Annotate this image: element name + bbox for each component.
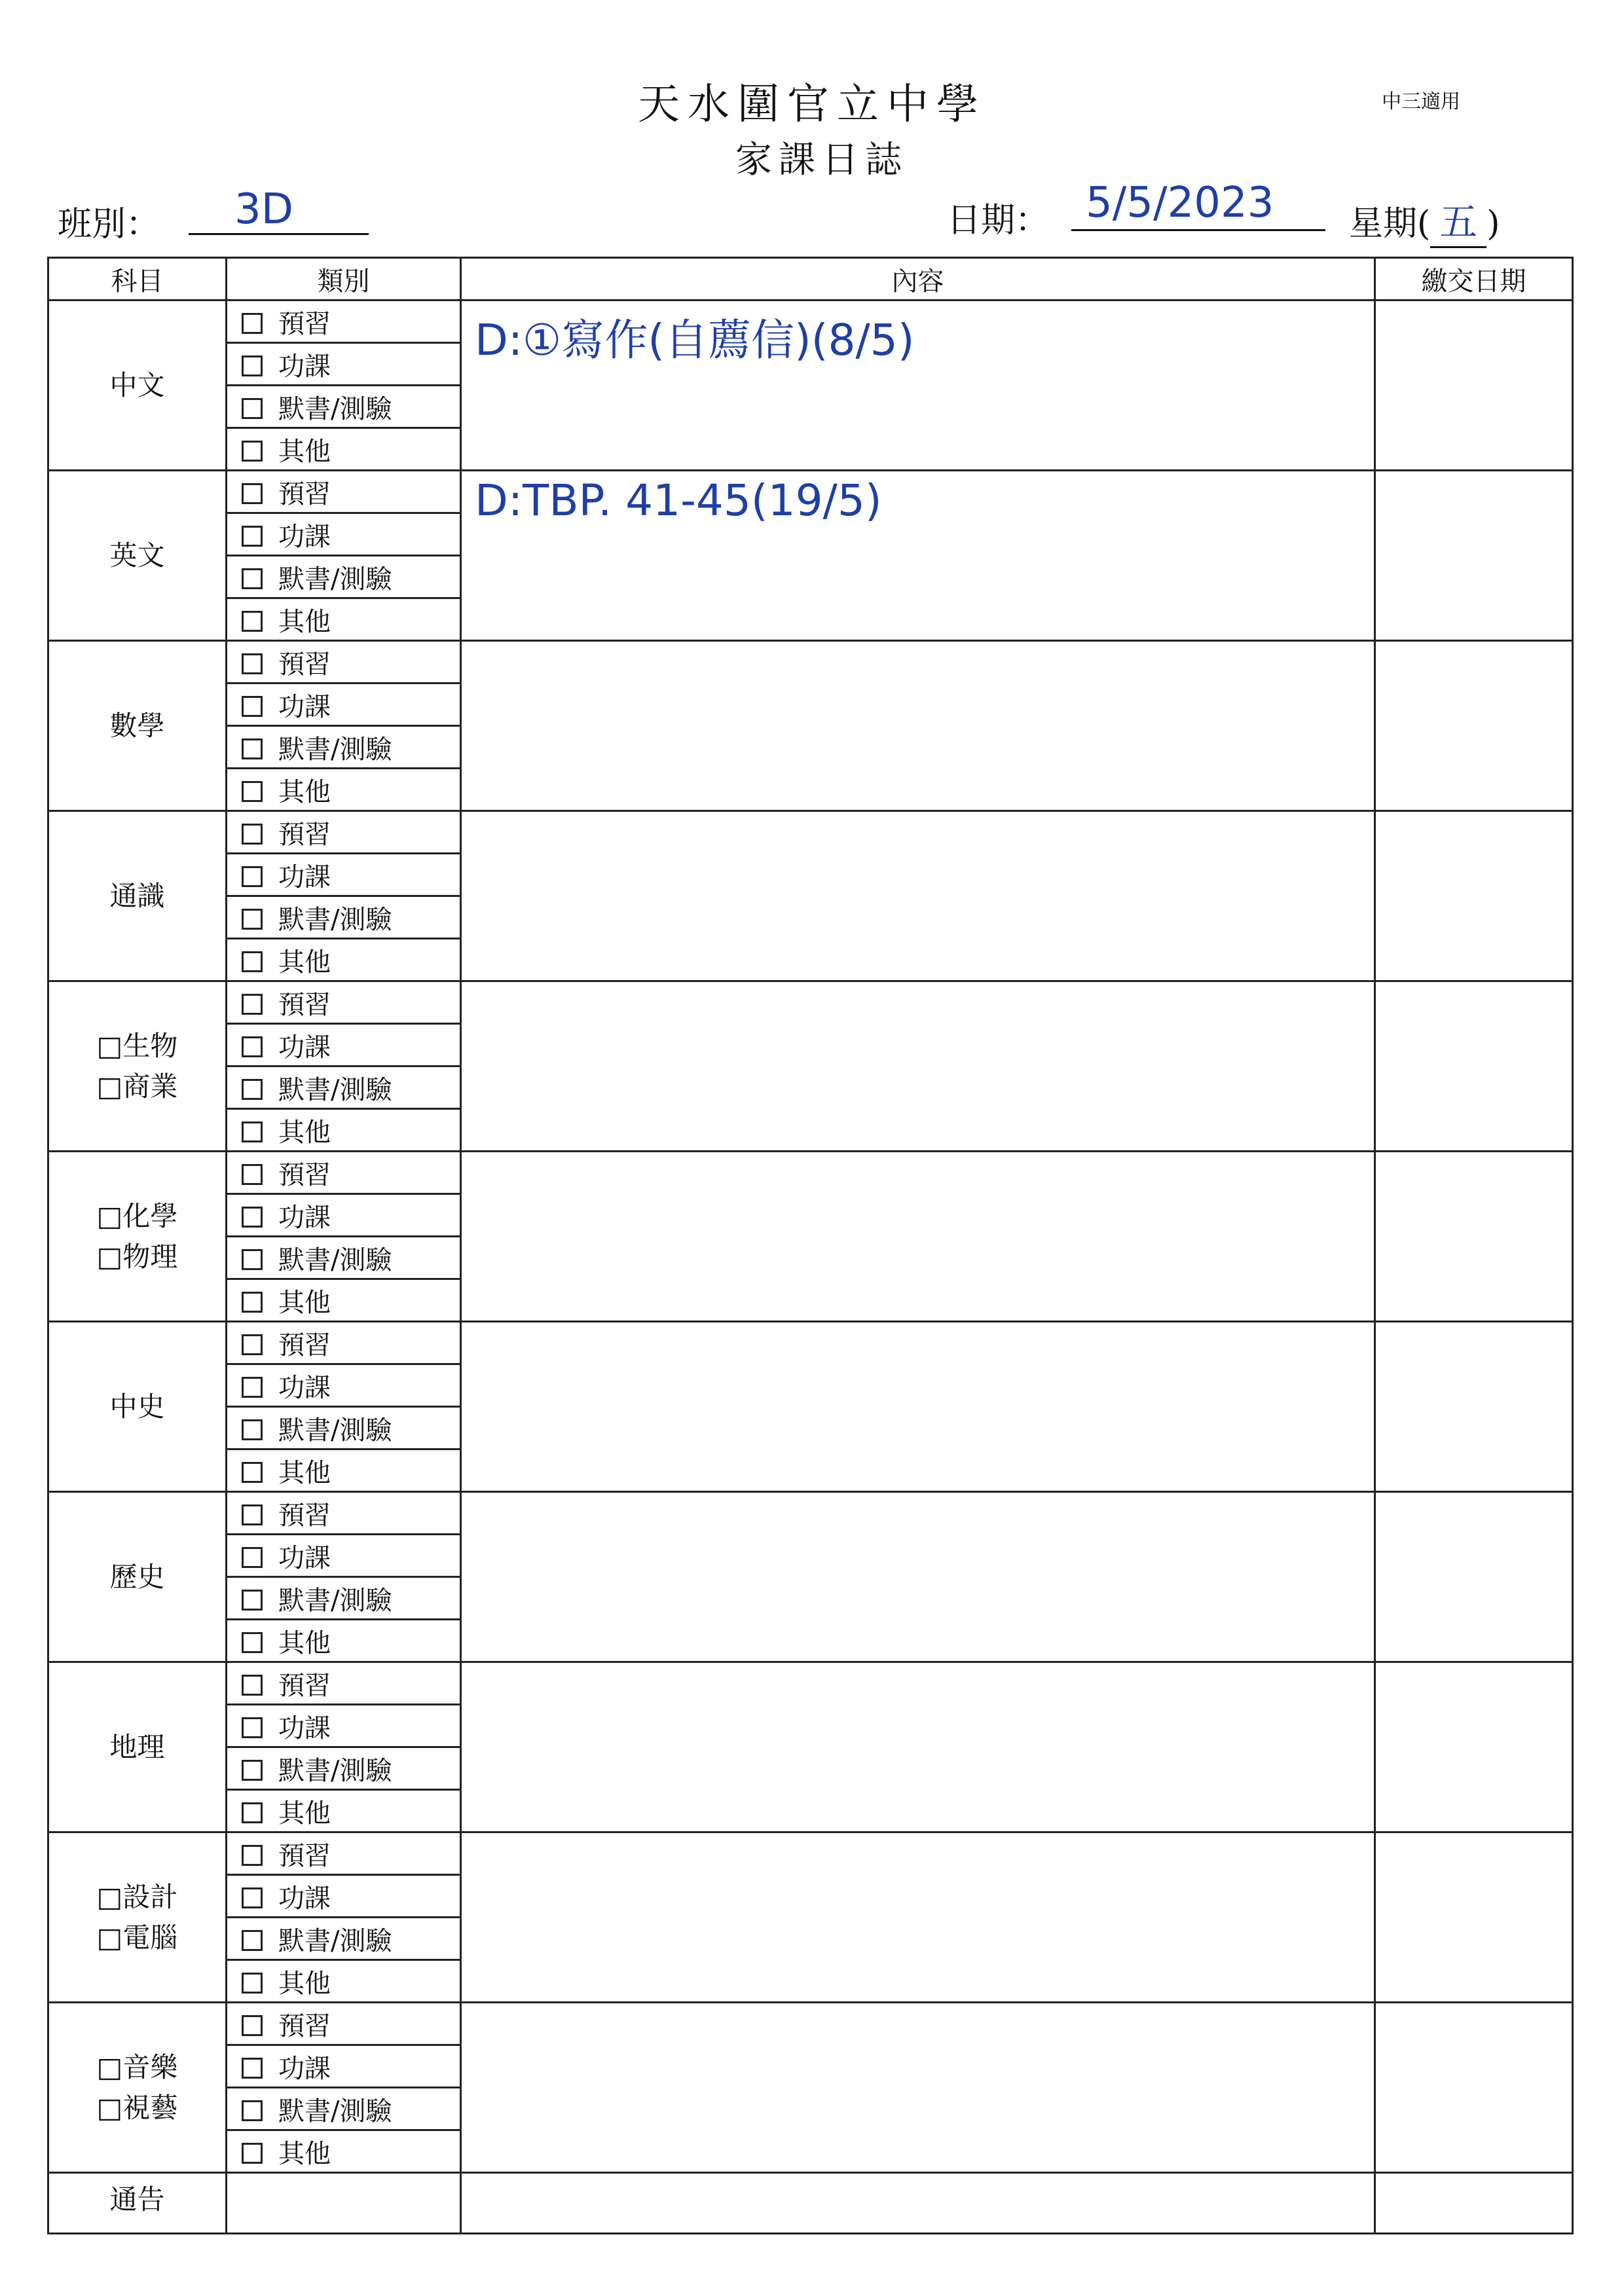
subject-name: □生物 bbox=[96, 1029, 178, 1062]
content-cell[interactable] bbox=[461, 2003, 1375, 2173]
homework-entry bbox=[462, 1493, 1374, 1497]
class-value: 3D bbox=[234, 185, 293, 234]
category-label: 其他 bbox=[278, 1798, 331, 1829]
category-checkbox[interactable] bbox=[242, 1504, 263, 1525]
date-field[interactable] bbox=[1071, 177, 1325, 231]
category-label: 預習 bbox=[278, 2011, 331, 2041]
weekday-value[interactable]: 五 bbox=[1430, 191, 1486, 248]
category-label: 預習 bbox=[278, 1840, 331, 1871]
category-label: 其他 bbox=[278, 606, 331, 637]
category-header: 類別 bbox=[227, 258, 461, 301]
content-cell[interactable] bbox=[461, 981, 1375, 1152]
subject-name: 中文 bbox=[109, 369, 165, 401]
category-cell bbox=[227, 683, 461, 726]
subject-cell bbox=[48, 981, 227, 1152]
category-label: 其他 bbox=[278, 1117, 331, 1148]
category-label: 功課 bbox=[278, 691, 331, 722]
table-row bbox=[48, 1662, 1573, 1705]
due-date-cell[interactable] bbox=[1375, 1152, 1573, 1322]
category-cell bbox=[227, 1535, 461, 1577]
category-checkbox[interactable] bbox=[242, 1079, 263, 1100]
notice-content-cell[interactable] bbox=[461, 2173, 1375, 2234]
content-cell[interactable] bbox=[461, 301, 1375, 471]
table-row bbox=[48, 981, 1573, 1024]
due-date-cell[interactable] bbox=[1375, 981, 1573, 1152]
homework-entry bbox=[462, 1152, 1374, 1156]
category-label: 預習 bbox=[278, 479, 331, 509]
subject-name: □商業 bbox=[96, 1070, 178, 1102]
category-label: 其他 bbox=[278, 2138, 331, 2169]
content-header: 內容 bbox=[461, 258, 1375, 301]
weekday-label-close: ) bbox=[1486, 204, 1500, 244]
category-checkbox[interactable] bbox=[242, 611, 263, 632]
category-label: 默書/測驗 bbox=[278, 393, 392, 424]
category-checkbox[interactable] bbox=[242, 1887, 263, 1908]
category-cell bbox=[227, 2130, 461, 2173]
category-label: 預習 bbox=[278, 1330, 331, 1360]
category-cell bbox=[227, 1747, 461, 1790]
category-checkbox[interactable] bbox=[242, 1334, 263, 1355]
category-cell bbox=[227, 1918, 461, 1960]
category-checkbox[interactable] bbox=[242, 1249, 263, 1270]
subject-cell bbox=[48, 1832, 227, 2003]
subject-cell bbox=[48, 2003, 227, 2173]
class-field[interactable] bbox=[189, 187, 369, 235]
category-checkbox[interactable] bbox=[242, 526, 263, 547]
category-checkbox[interactable] bbox=[242, 994, 263, 1015]
class-label: 班別： bbox=[58, 205, 160, 244]
homework-entry: D:TBP. 41-45(19/5) bbox=[475, 475, 882, 526]
table-row bbox=[48, 2003, 1573, 2045]
category-checkbox[interactable] bbox=[242, 653, 263, 674]
category-label: 默書/測驗 bbox=[278, 564, 392, 594]
homework-entry bbox=[462, 2003, 1374, 2007]
category-cell bbox=[227, 1364, 461, 1407]
category-checkbox[interactable] bbox=[242, 1930, 263, 1951]
subject-name: 歷史 bbox=[109, 1560, 165, 1593]
category-checkbox[interactable] bbox=[242, 1419, 263, 1440]
category-checkbox[interactable] bbox=[242, 1164, 263, 1185]
category-checkbox[interactable] bbox=[242, 1845, 263, 1866]
category-label: 其他 bbox=[278, 436, 331, 467]
category-label: 默書/測驗 bbox=[278, 1925, 392, 1956]
category-label: 預習 bbox=[278, 1159, 331, 1190]
due-date-cell[interactable] bbox=[1375, 1832, 1573, 2003]
category-checkbox[interactable] bbox=[242, 483, 263, 504]
content-cell[interactable] bbox=[461, 1832, 1375, 2003]
category-checkbox[interactable] bbox=[242, 355, 263, 376]
category-checkbox[interactable] bbox=[242, 313, 263, 334]
subject-cell bbox=[48, 1492, 227, 1662]
category-checkbox[interactable] bbox=[242, 1973, 263, 1994]
due-date-cell[interactable] bbox=[1375, 811, 1573, 981]
category-cell bbox=[227, 1577, 461, 1620]
category-cell bbox=[227, 1832, 461, 1875]
category-cell bbox=[227, 896, 461, 939]
category-label: 預習 bbox=[278, 649, 331, 680]
category-checkbox[interactable] bbox=[242, 1675, 263, 1696]
category-label: 功課 bbox=[278, 351, 331, 382]
category-checkbox[interactable] bbox=[242, 2143, 263, 2164]
due-date-cell[interactable] bbox=[1375, 641, 1573, 811]
subject-name: □物理 bbox=[96, 1240, 178, 1273]
category-cell bbox=[227, 598, 461, 641]
category-checkbox[interactable] bbox=[242, 2015, 263, 2036]
subject-name: □視藝 bbox=[96, 2091, 178, 2124]
date-value: 5/5/2023 bbox=[1086, 179, 1274, 227]
category-cell bbox=[227, 1449, 461, 1492]
category-label: 功課 bbox=[278, 1032, 331, 1063]
subject-name: 數學 bbox=[109, 709, 165, 742]
category-checkbox[interactable] bbox=[242, 1207, 263, 1228]
category-checkbox[interactable] bbox=[242, 951, 263, 972]
category-checkbox[interactable] bbox=[242, 824, 263, 845]
category-checkbox[interactable] bbox=[242, 2058, 263, 2079]
notice-label: 通告 bbox=[48, 2173, 227, 2234]
category-cell bbox=[227, 1790, 461, 1832]
category-cell bbox=[227, 769, 461, 811]
category-label: 默書/測驗 bbox=[278, 904, 392, 935]
subject-cell bbox=[48, 471, 227, 641]
applicable-level: 中三適用 bbox=[1382, 90, 1460, 113]
category-label: 默書/測驗 bbox=[278, 2096, 392, 2126]
category-checkbox[interactable] bbox=[242, 568, 263, 589]
category-cell bbox=[227, 1109, 461, 1152]
category-cell bbox=[227, 386, 461, 428]
category-cell bbox=[227, 2088, 461, 2130]
table-row bbox=[48, 301, 1573, 343]
homework-entry: D:①寫作(自薦信)(8/5) bbox=[475, 315, 915, 365]
subject-cell bbox=[48, 641, 227, 811]
category-label: 其他 bbox=[278, 1628, 331, 1658]
category-cell bbox=[227, 981, 461, 1024]
category-cell bbox=[227, 811, 461, 854]
category-label: 功課 bbox=[278, 2053, 331, 2084]
category-label: 默書/測驗 bbox=[278, 734, 392, 765]
table-row bbox=[48, 1492, 1573, 1535]
category-cell bbox=[227, 1066, 461, 1109]
category-cell bbox=[227, 1152, 461, 1194]
category-label: 預習 bbox=[278, 1500, 331, 1531]
category-checkbox[interactable] bbox=[242, 1292, 263, 1313]
category-cell bbox=[227, 1492, 461, 1535]
category-cell bbox=[227, 1279, 461, 1322]
category-cell bbox=[227, 2045, 461, 2088]
subject-name: □設計 bbox=[96, 1880, 178, 1913]
subject-name: □電腦 bbox=[96, 1921, 178, 1954]
category-checkbox[interactable] bbox=[242, 398, 263, 419]
subject-name: 中史 bbox=[109, 1390, 165, 1423]
category-checkbox[interactable] bbox=[242, 781, 263, 802]
category-cell bbox=[227, 1705, 461, 1747]
category-label: 功課 bbox=[278, 1542, 331, 1573]
weekday-label-open: 星期( bbox=[1349, 204, 1431, 244]
due-date-cell[interactable] bbox=[1375, 2003, 1573, 2173]
category-cell bbox=[227, 343, 461, 386]
homework-entry bbox=[462, 1322, 1374, 1326]
category-cell bbox=[227, 1662, 461, 1705]
category-checkbox[interactable] bbox=[242, 1377, 263, 1398]
category-label: 功課 bbox=[278, 1202, 331, 1233]
category-checkbox[interactable] bbox=[242, 1547, 263, 1568]
subject-cell bbox=[48, 301, 227, 471]
category-label: 功課 bbox=[278, 1372, 331, 1403]
category-cell bbox=[227, 1194, 461, 1237]
category-label: 功課 bbox=[278, 521, 331, 552]
category-label: 預習 bbox=[278, 819, 331, 850]
category-label: 功課 bbox=[278, 1713, 331, 1743]
notice-category-cell[interactable] bbox=[227, 2173, 461, 2234]
subject-name: 地理 bbox=[109, 1730, 165, 1763]
category-cell bbox=[227, 471, 461, 513]
category-checkbox[interactable] bbox=[242, 1802, 263, 1823]
table-row bbox=[48, 471, 1573, 513]
content-cell[interactable] bbox=[461, 471, 1375, 641]
homework-entry bbox=[462, 982, 1374, 986]
due-date-cell[interactable] bbox=[1375, 471, 1573, 641]
table-row bbox=[48, 1832, 1573, 1875]
homework-entry bbox=[462, 642, 1374, 646]
notice-due-cell[interactable] bbox=[1375, 2173, 1573, 2234]
table-row bbox=[48, 1152, 1573, 1194]
category-checkbox[interactable] bbox=[242, 1590, 263, 1611]
category-cell bbox=[227, 854, 461, 896]
subject-header: 科目 bbox=[48, 258, 227, 301]
content-cell[interactable] bbox=[461, 811, 1375, 981]
content-cell[interactable] bbox=[461, 1322, 1375, 1492]
due-date-cell[interactable] bbox=[1375, 1492, 1573, 1662]
subject-cell bbox=[48, 811, 227, 981]
category-cell bbox=[227, 1875, 461, 1918]
subject-name: 通識 bbox=[109, 879, 165, 912]
notice-row bbox=[48, 2173, 1573, 2234]
category-label: 預習 bbox=[278, 989, 331, 1020]
due-date-cell[interactable] bbox=[1375, 1322, 1573, 1492]
table-row bbox=[48, 641, 1573, 683]
category-checkbox[interactable] bbox=[242, 866, 263, 887]
category-label: 預習 bbox=[278, 1670, 331, 1701]
category-checkbox[interactable] bbox=[242, 2100, 263, 2121]
subject-cell bbox=[48, 1322, 227, 1492]
category-label: 其他 bbox=[278, 776, 331, 807]
category-cell bbox=[227, 726, 461, 769]
weekday-field bbox=[1349, 191, 1500, 248]
due-date-cell[interactable] bbox=[1375, 1662, 1573, 1832]
table-row bbox=[48, 811, 1573, 854]
document-title: 家課日誌 bbox=[735, 139, 908, 181]
category-cell bbox=[227, 556, 461, 598]
category-cell bbox=[227, 1960, 461, 2003]
homework-entry bbox=[462, 1663, 1374, 1667]
content-cell[interactable] bbox=[461, 1152, 1375, 1322]
category-cell bbox=[227, 428, 461, 471]
school-name: 天水圍官立中學 bbox=[638, 81, 986, 129]
category-checkbox[interactable] bbox=[242, 1760, 263, 1781]
category-cell bbox=[227, 939, 461, 981]
category-label: 功課 bbox=[278, 1883, 331, 1914]
content-cell[interactable] bbox=[461, 1662, 1375, 1832]
category-label: 默書/測驗 bbox=[278, 1755, 392, 1786]
category-checkbox[interactable] bbox=[242, 441, 263, 462]
category-cell bbox=[227, 1322, 461, 1364]
category-cell bbox=[227, 301, 461, 343]
homework-table bbox=[47, 257, 1574, 2234]
table-header-row bbox=[48, 258, 1573, 301]
subject-name: 英文 bbox=[109, 539, 165, 572]
homework-entry bbox=[462, 812, 1374, 816]
category-label: 其他 bbox=[278, 1968, 331, 1999]
category-label: 默書/測驗 bbox=[278, 1245, 392, 1275]
category-checkbox[interactable] bbox=[242, 1632, 263, 1653]
category-cell bbox=[227, 1237, 461, 1279]
content-cell[interactable] bbox=[461, 641, 1375, 811]
due-date-cell[interactable] bbox=[1375, 301, 1573, 471]
category-checkbox[interactable] bbox=[242, 1717, 263, 1738]
subject-cell bbox=[48, 1662, 227, 1832]
category-cell bbox=[227, 513, 461, 556]
category-label: 其他 bbox=[278, 1287, 331, 1318]
category-checkbox[interactable] bbox=[242, 1036, 263, 1057]
subject-name: □音樂 bbox=[96, 2050, 178, 2083]
category-label: 其他 bbox=[278, 947, 331, 977]
category-cell bbox=[227, 641, 461, 683]
category-cell bbox=[227, 1620, 461, 1662]
category-checkbox[interactable] bbox=[242, 1462, 263, 1483]
category-cell bbox=[227, 1024, 461, 1066]
category-label: 默書/測驗 bbox=[278, 1585, 392, 1616]
due-date-header: 繳交日期 bbox=[1375, 258, 1573, 301]
category-label: 功課 bbox=[278, 862, 331, 892]
category-label: 默書/測驗 bbox=[278, 1074, 392, 1105]
subject-cell bbox=[48, 1152, 227, 1322]
category-label: 預習 bbox=[278, 308, 331, 339]
category-label: 默書/測驗 bbox=[278, 1415, 392, 1446]
homework-entry bbox=[462, 1833, 1374, 1837]
category-checkbox[interactable] bbox=[242, 909, 263, 930]
table-row bbox=[48, 1322, 1573, 1364]
date-label: 日期： bbox=[947, 201, 1050, 240]
subject-name: □化學 bbox=[96, 1199, 178, 1232]
category-checkbox[interactable] bbox=[242, 738, 263, 759]
category-checkbox[interactable] bbox=[242, 696, 263, 717]
category-label: 其他 bbox=[278, 1457, 331, 1488]
category-cell bbox=[227, 2003, 461, 2045]
category-cell bbox=[227, 1407, 461, 1449]
category-checkbox[interactable] bbox=[242, 1121, 263, 1142]
content-cell[interactable] bbox=[461, 1492, 1375, 1662]
